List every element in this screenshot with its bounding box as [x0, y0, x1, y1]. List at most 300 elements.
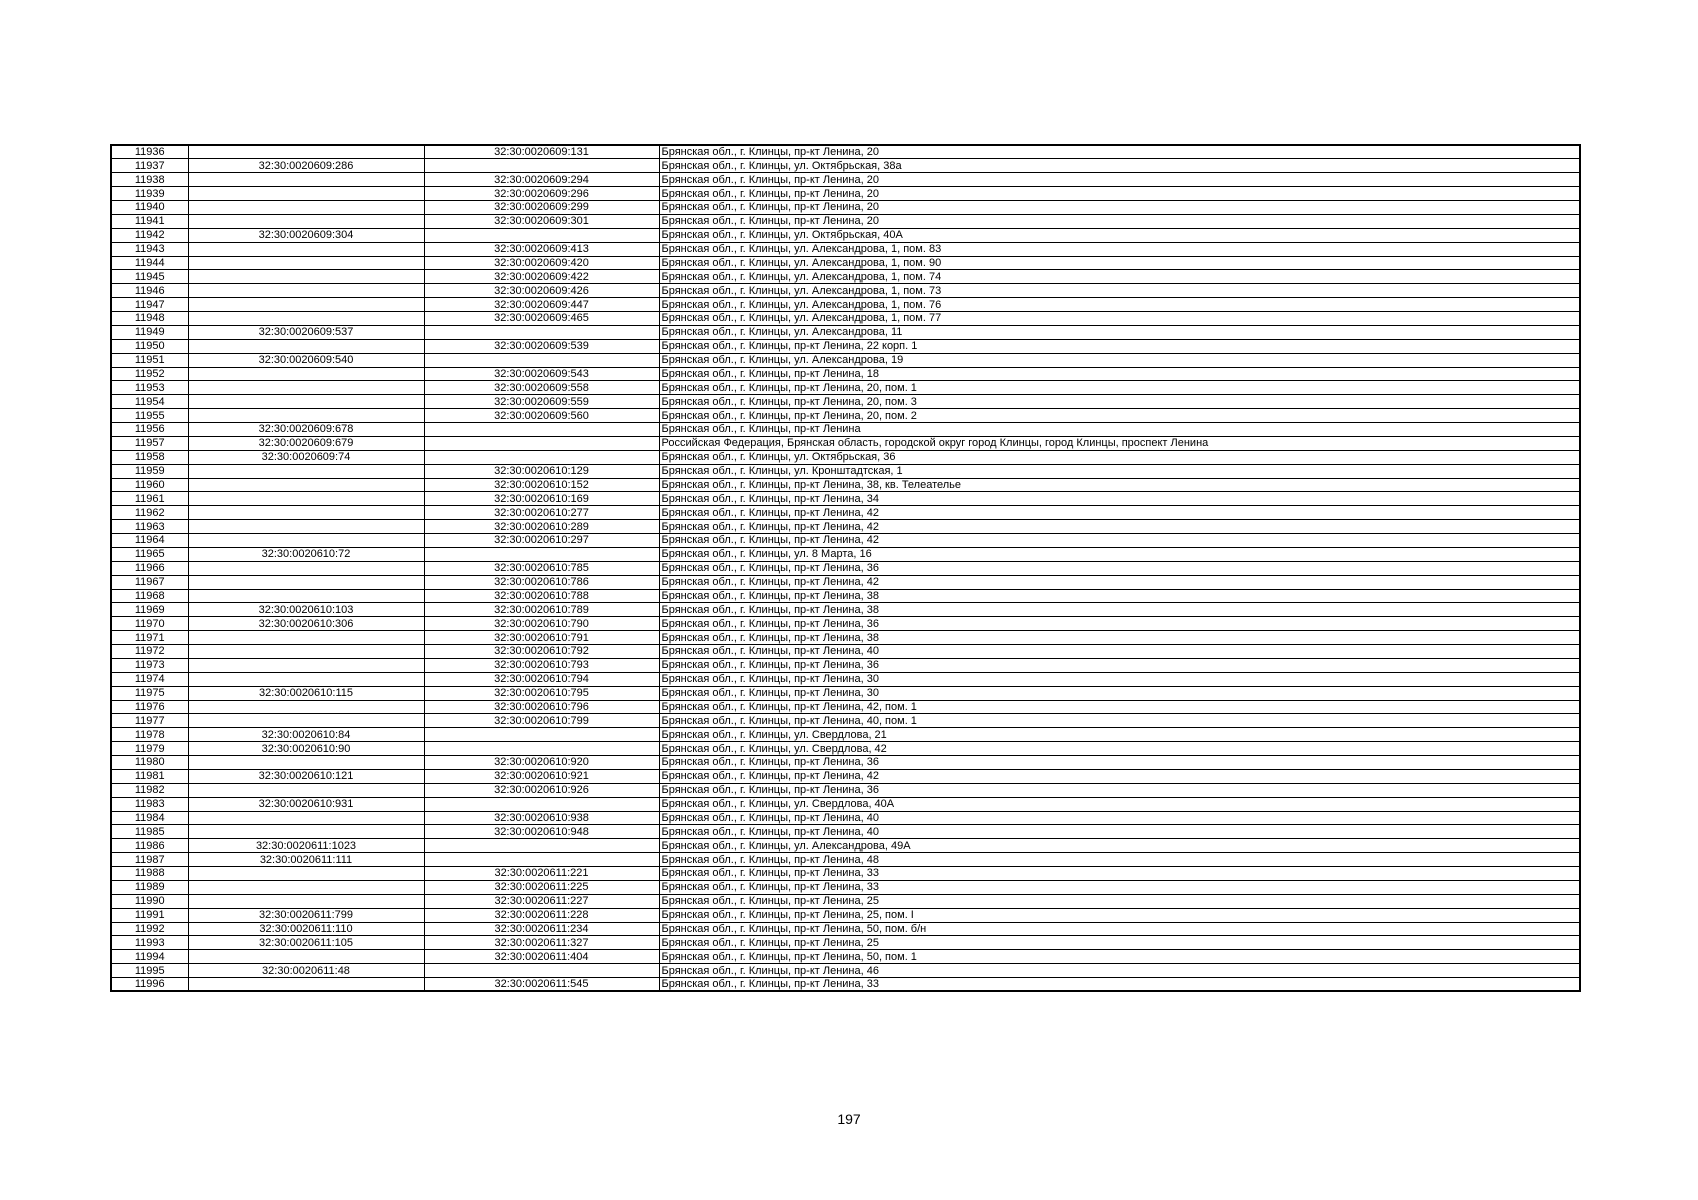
table-row	[111, 950, 1580, 964]
row-number: 11941	[111, 214, 188, 228]
table-row	[111, 242, 1580, 256]
row-number: 11950	[111, 339, 188, 353]
cadastral-number-1	[188, 201, 424, 215]
row-number: 11974	[111, 672, 188, 686]
cadastral-number-1	[188, 561, 424, 575]
address: Российская Федерация, Брянская область, городской округ город Клинцы, город Клинцы, проспект Ленина	[659, 436, 1580, 450]
cadastral-number-2	[424, 964, 659, 978]
row-number: 11956	[111, 423, 188, 437]
table-row	[111, 284, 1580, 298]
cadastral-number-1	[188, 381, 424, 395]
table-row	[111, 756, 1580, 770]
cadastral-number-1	[188, 242, 424, 256]
address: Брянская обл., г. Клинцы, пр-кт Ленина, 40	[659, 645, 1580, 659]
address: Брянская обл., г. Клинцы, ул. Александрова, 1, пом. 74	[659, 270, 1580, 284]
address: Брянская обл., г. Клинцы, пр-кт Ленина, 36	[659, 783, 1580, 797]
row-number: 11972	[111, 645, 188, 659]
row-number: 11939	[111, 187, 188, 201]
cadastral-number-1: 32:30:0020609:540	[188, 353, 424, 367]
table-row	[111, 728, 1580, 742]
table-row	[111, 395, 1580, 409]
table-row	[111, 631, 1580, 645]
address: Брянская обл., г. Клинцы, ул. Александрова, 1, пом. 73	[659, 284, 1580, 298]
cadastral-number-2	[424, 325, 659, 339]
address: Брянская обл., г. Клинцы, пр-кт Ленина, 46	[659, 964, 1580, 978]
table-row	[111, 436, 1580, 450]
cadastral-number-2: 32:30:0020611:227	[424, 894, 659, 908]
cadastral-number-2	[424, 742, 659, 756]
table-row	[111, 464, 1580, 478]
cadastral-number-2	[424, 797, 659, 811]
cadastral-number-2: 32:30:0020610:926	[424, 783, 659, 797]
row-number: 11970	[111, 617, 188, 631]
cadastral-number-1	[188, 492, 424, 506]
cadastral-number-1	[188, 714, 424, 728]
address: Брянская обл., г. Клинцы, пр-кт Ленина, 42	[659, 520, 1580, 534]
address: Брянская обл., г. Клинцы, пр-кт Ленина, 20, пом. 2	[659, 409, 1580, 423]
cadastral-number-2: 32:30:0020609:539	[424, 339, 659, 353]
row-number: 11954	[111, 395, 188, 409]
cadastral-number-1	[188, 298, 424, 312]
table-row	[111, 159, 1580, 173]
address: Брянская обл., г. Клинцы, ул. 8 Марта, 16	[659, 547, 1580, 561]
cadastral-number-2: 32:30:0020609:301	[424, 214, 659, 228]
address: Брянская обл., г. Клинцы, пр-кт Ленина, 34	[659, 492, 1580, 506]
row-number: 11976	[111, 700, 188, 714]
cadastral-number-1	[188, 700, 424, 714]
table-row	[111, 686, 1580, 700]
address: Брянская обл., г. Клинцы, пр-кт Ленина, 50, пом. 1	[659, 950, 1580, 964]
cadastral-number-2: 32:30:0020610:790	[424, 617, 659, 631]
table-row	[111, 145, 1580, 159]
cadastral-number-1	[188, 658, 424, 672]
address: Брянская обл., г. Клинцы, пр-кт Ленина, 20	[659, 145, 1580, 159]
row-number: 11971	[111, 631, 188, 645]
cadastral-number-2: 32:30:0020610:789	[424, 603, 659, 617]
cadastral-number-2: 32:30:0020609:294	[424, 173, 659, 187]
address: Брянская обл., г. Клинцы, пр-кт Ленина, 42	[659, 506, 1580, 520]
table-row	[111, 298, 1580, 312]
cadastral-number-1: 32:30:0020609:74	[188, 450, 424, 464]
cadastral-number-1	[188, 256, 424, 270]
row-number: 11994	[111, 950, 188, 964]
address: Брянская обл., г. Клинцы, пр-кт Ленина, 38	[659, 589, 1580, 603]
cadastral-number-2: 32:30:0020610:129	[424, 464, 659, 478]
table-row	[111, 936, 1580, 950]
address: Брянская обл., г. Клинцы, пр-кт Ленина, 36	[659, 658, 1580, 672]
cadastral-number-1	[188, 825, 424, 839]
cadastral-number-1	[188, 672, 424, 686]
cadastral-number-2: 32:30:0020609:465	[424, 312, 659, 326]
address: Брянская обл., г. Клинцы, пр-кт Ленина, 36	[659, 756, 1580, 770]
address: Брянская обл., г. Клинцы, пр-кт Ленина, 25	[659, 894, 1580, 908]
cadastral-number-2: 32:30:0020610:948	[424, 825, 659, 839]
table-row	[111, 547, 1580, 561]
row-number: 11992	[111, 922, 188, 936]
table-row	[111, 742, 1580, 756]
table-row	[111, 173, 1580, 187]
cadastral-number-2: 32:30:0020611:228	[424, 908, 659, 922]
row-number: 11981	[111, 769, 188, 783]
cadastral-number-2: 32:30:0020610:799	[424, 714, 659, 728]
row-number: 11936	[111, 145, 188, 159]
cadastral-number-1	[188, 534, 424, 548]
row-number: 11937	[111, 159, 188, 173]
cadastral-number-1	[188, 312, 424, 326]
table-row	[111, 201, 1580, 215]
address: Брянская обл., г. Клинцы, пр-кт Ленина, 20, пом. 1	[659, 381, 1580, 395]
table-row	[111, 658, 1580, 672]
table-row	[111, 894, 1580, 908]
row-number: 11995	[111, 964, 188, 978]
cadastral-number-1: 32:30:0020610:103	[188, 603, 424, 617]
cadastral-number-2: 32:30:0020610:788	[424, 589, 659, 603]
cadastral-number-1	[188, 173, 424, 187]
cadastral-number-1: 32:30:0020611:105	[188, 936, 424, 950]
row-number: 11961	[111, 492, 188, 506]
row-number: 11988	[111, 867, 188, 881]
row-number: 11966	[111, 561, 188, 575]
row-number: 11967	[111, 575, 188, 589]
row-number: 11957	[111, 436, 188, 450]
address: Брянская обл., г. Клинцы, пр-кт Ленина, 33	[659, 880, 1580, 894]
table-row	[111, 825, 1580, 839]
table-row	[111, 603, 1580, 617]
row-number: 11983	[111, 797, 188, 811]
row-number: 11986	[111, 839, 188, 853]
row-number: 11955	[111, 409, 188, 423]
address: Брянская обл., г. Клинцы, ул. Октябрьская, 36	[659, 450, 1580, 464]
cadastral-number-1	[188, 811, 424, 825]
cadastral-number-2: 32:30:0020611:327	[424, 936, 659, 950]
cadastral-number-1: 32:30:0020610:90	[188, 742, 424, 756]
row-number: 11979	[111, 742, 188, 756]
cadastral-number-2	[424, 839, 659, 853]
cadastral-number-2: 32:30:0020609:413	[424, 242, 659, 256]
row-number: 11990	[111, 894, 188, 908]
table-row	[111, 908, 1580, 922]
table-row	[111, 506, 1580, 520]
row-number: 11944	[111, 256, 188, 270]
table-row	[111, 964, 1580, 978]
row-number: 11951	[111, 353, 188, 367]
address: Брянская обл., г. Клинцы, пр-кт Ленина, 40	[659, 825, 1580, 839]
document-table	[110, 144, 1581, 992]
cadastral-number-2: 32:30:0020610:169	[424, 492, 659, 506]
address: Брянская обл., г. Клинцы, пр-кт Ленина, 33	[659, 867, 1580, 881]
cadastral-number-1	[188, 978, 424, 992]
address: Брянская обл., г. Клинцы, пр-кт Ленина, 20	[659, 201, 1580, 215]
table-row	[111, 672, 1580, 686]
row-number: 11978	[111, 728, 188, 742]
cadastral-number-1: 32:30:0020609:286	[188, 159, 424, 173]
cadastral-number-2	[424, 159, 659, 173]
cadastral-number-1: 32:30:0020610:115	[188, 686, 424, 700]
row-number: 11980	[111, 756, 188, 770]
table-row	[111, 575, 1580, 589]
table-row	[111, 978, 1580, 992]
cadastral-number-2	[424, 728, 659, 742]
cadastral-number-2: 32:30:0020610:289	[424, 520, 659, 534]
row-number: 11942	[111, 228, 188, 242]
table-row	[111, 534, 1580, 548]
row-number: 11968	[111, 589, 188, 603]
address: Брянская обл., г. Клинцы, ул. Свердлова, 42	[659, 742, 1580, 756]
address: Брянская обл., г. Клинцы, пр-кт Ленина, 40	[659, 811, 1580, 825]
address: Брянская обл., г. Клинцы, пр-кт Ленина, 30	[659, 686, 1580, 700]
row-number: 11996	[111, 978, 188, 992]
cadastral-number-2: 32:30:0020609:426	[424, 284, 659, 298]
table-row	[111, 256, 1580, 270]
address: Брянская обл., г. Клинцы, пр-кт Ленина, 48	[659, 853, 1580, 867]
cadastral-number-1	[188, 145, 424, 159]
address: Брянская обл., г. Клинцы, пр-кт Ленина, 42	[659, 769, 1580, 783]
table-row	[111, 478, 1580, 492]
cadastral-number-1	[188, 631, 424, 645]
cadastral-number-2: 32:30:0020610:794	[424, 672, 659, 686]
cadastral-number-2	[424, 450, 659, 464]
row-number: 11964	[111, 534, 188, 548]
address: Брянская обл., г. Клинцы, ул. Александрова, 49А	[659, 839, 1580, 853]
table-row	[111, 714, 1580, 728]
table-row	[111, 811, 1580, 825]
cadastral-number-2: 32:30:0020610:152	[424, 478, 659, 492]
cadastral-number-1	[188, 395, 424, 409]
row-number: 11962	[111, 506, 188, 520]
cadastral-number-1	[188, 880, 424, 894]
table-row	[111, 339, 1580, 353]
cadastral-number-2	[424, 423, 659, 437]
row-number: 11984	[111, 811, 188, 825]
address: Брянская обл., г. Клинцы, ул. Кронштадтская, 1	[659, 464, 1580, 478]
cadastral-number-1	[188, 575, 424, 589]
table-row	[111, 769, 1580, 783]
row-number: 11959	[111, 464, 188, 478]
address: Брянская обл., г. Клинцы, пр-кт Ленина, 38, кв. Телеателье	[659, 478, 1580, 492]
table-row	[111, 880, 1580, 894]
address: Брянская обл., г. Клинцы, пр-кт Ленина, 25, пом. I	[659, 908, 1580, 922]
table-row	[111, 797, 1580, 811]
table-row	[111, 367, 1580, 381]
cadastral-number-2: 32:30:0020611:234	[424, 922, 659, 936]
table-row	[111, 700, 1580, 714]
cadastral-number-2: 32:30:0020609:560	[424, 409, 659, 423]
row-number: 11982	[111, 783, 188, 797]
row-number: 11938	[111, 173, 188, 187]
cadastral-number-2: 32:30:0020610:791	[424, 631, 659, 645]
cadastral-number-1	[188, 950, 424, 964]
cadastral-number-2	[424, 853, 659, 867]
cadastral-number-1: 32:30:0020610:72	[188, 547, 424, 561]
cadastral-number-1	[188, 187, 424, 201]
table-row	[111, 312, 1580, 326]
cadastral-number-2: 32:30:0020609:558	[424, 381, 659, 395]
cadastral-number-1: 32:30:0020611:1023	[188, 839, 424, 853]
page-number: 197	[837, 1111, 861, 1127]
cadastral-number-1: 32:30:0020610:931	[188, 797, 424, 811]
cadastral-number-2: 32:30:0020610:793	[424, 658, 659, 672]
cadastral-number-2: 32:30:0020610:786	[424, 575, 659, 589]
cadastral-number-2: 32:30:0020611:225	[424, 880, 659, 894]
row-number: 11993	[111, 936, 188, 950]
address: Брянская обл., г. Клинцы, ул. Александрова, 19	[659, 353, 1580, 367]
cadastral-number-2: 32:30:0020611:221	[424, 867, 659, 881]
row-number: 11989	[111, 880, 188, 894]
cadastral-number-1	[188, 894, 424, 908]
cadastral-number-2: 32:30:0020610:796	[424, 700, 659, 714]
table-row	[111, 270, 1580, 284]
cadastral-number-2: 32:30:0020609:420	[424, 256, 659, 270]
row-number: 11985	[111, 825, 188, 839]
row-number: 11975	[111, 686, 188, 700]
row-number: 11963	[111, 520, 188, 534]
row-number: 11952	[111, 367, 188, 381]
cadastral-number-1: 32:30:0020611:48	[188, 964, 424, 978]
cadastral-number-1	[188, 756, 424, 770]
table-row	[111, 520, 1580, 534]
address: Брянская обл., г. Клинцы, пр-кт Ленина, 42	[659, 534, 1580, 548]
table-row	[111, 214, 1580, 228]
row-number: 11987	[111, 853, 188, 867]
address: Брянская обл., г. Клинцы, ул. Свердлова, 21	[659, 728, 1580, 742]
cadastral-number-2	[424, 353, 659, 367]
table-row	[111, 922, 1580, 936]
address: Брянская обл., г. Клинцы, ул. Октябрьская, 38а	[659, 159, 1580, 173]
cadastral-number-2: 32:30:0020610:920	[424, 756, 659, 770]
cadastral-number-1: 32:30:0020611:111	[188, 853, 424, 867]
cadastral-number-2: 32:30:0020609:299	[424, 201, 659, 215]
cadastral-number-1	[188, 589, 424, 603]
cadastral-number-1: 32:30:0020610:306	[188, 617, 424, 631]
table-row	[111, 867, 1580, 881]
row-number: 11960	[111, 478, 188, 492]
table-row	[111, 381, 1580, 395]
table-row	[111, 353, 1580, 367]
cadastral-number-2: 32:30:0020609:422	[424, 270, 659, 284]
row-number: 11946	[111, 284, 188, 298]
address: Брянская обл., г. Клинцы, пр-кт Ленина, 40, пом. 1	[659, 714, 1580, 728]
address: Брянская обл., г. Клинцы, пр-кт Ленина, 20	[659, 214, 1580, 228]
cadastral-number-1	[188, 284, 424, 298]
address: Брянская обл., г. Клинцы, ул. Александрова, 1, пом. 76	[659, 298, 1580, 312]
address: Брянская обл., г. Клинцы, ул. Александрова, 1, пом. 83	[659, 242, 1580, 256]
table-body	[111, 145, 1580, 991]
cadastral-number-1: 32:30:0020609:537	[188, 325, 424, 339]
row-number: 11945	[111, 270, 188, 284]
address: Брянская обл., г. Клинцы, ул. Александрова, 1, пом. 77	[659, 312, 1580, 326]
row-number: 11940	[111, 201, 188, 215]
cadastral-number-2: 32:30:0020610:277	[424, 506, 659, 520]
table-row	[111, 409, 1580, 423]
cadastral-number-1: 32:30:0020611:110	[188, 922, 424, 936]
table-row	[111, 228, 1580, 242]
row-number: 11949	[111, 325, 188, 339]
cadastral-number-2: 32:30:0020610:297	[424, 534, 659, 548]
address: Брянская обл., г. Клинцы, пр-кт Ленина, 30	[659, 672, 1580, 686]
address: Брянская обл., г. Клинцы, пр-кт Ленина, 20	[659, 187, 1580, 201]
table-row	[111, 492, 1580, 506]
row-number: 11965	[111, 547, 188, 561]
row-number: 11977	[111, 714, 188, 728]
cadastral-number-1	[188, 367, 424, 381]
table-row	[111, 450, 1580, 464]
address: Брянская обл., г. Клинцы, пр-кт Ленина, 20	[659, 173, 1580, 187]
address: Брянская обл., г. Клинцы, пр-кт Ленина, 50, пом. б/н	[659, 922, 1580, 936]
address: Брянская обл., г. Клинцы, пр-кт Ленина, 38	[659, 631, 1580, 645]
address: Брянская обл., г. Клинцы, ул. Октябрьская, 40А	[659, 228, 1580, 242]
cadastral-number-2: 32:30:0020610:785	[424, 561, 659, 575]
row-number: 11943	[111, 242, 188, 256]
address: Брянская обл., г. Клинцы, пр-кт Ленина, 42	[659, 575, 1580, 589]
cadastral-number-1: 32:30:0020611:799	[188, 908, 424, 922]
cadastral-number-2: 32:30:0020610:792	[424, 645, 659, 659]
row-number: 11953	[111, 381, 188, 395]
address: Брянская обл., г. Клинцы, ул. Александрова, 11	[659, 325, 1580, 339]
cadastral-number-2: 32:30:0020610:795	[424, 686, 659, 700]
address: Брянская обл., г. Клинцы, пр-кт Ленина, 36	[659, 561, 1580, 575]
address: Брянская обл., г. Клинцы, пр-кт Ленина, 20, пом. 3	[659, 395, 1580, 409]
address: Брянская обл., г. Клинцы, пр-кт Ленина, 18	[659, 367, 1580, 381]
table-row	[111, 853, 1580, 867]
row-number: 11947	[111, 298, 188, 312]
row-number: 11958	[111, 450, 188, 464]
cadastral-number-1	[188, 214, 424, 228]
cadastral-number-1	[188, 506, 424, 520]
address: Брянская обл., г. Клинцы, пр-кт Ленина, 33	[659, 978, 1580, 992]
row-number: 11969	[111, 603, 188, 617]
cadastral-number-2: 32:30:0020611:404	[424, 950, 659, 964]
row-number: 11991	[111, 908, 188, 922]
cadastral-number-2: 32:30:0020609:543	[424, 367, 659, 381]
address: Брянская обл., г. Клинцы, пр-кт Ленина	[659, 423, 1580, 437]
cadastral-number-1	[188, 464, 424, 478]
cadastral-number-2: 32:30:0020609:559	[424, 395, 659, 409]
cadastral-number-1	[188, 478, 424, 492]
table-row	[111, 783, 1580, 797]
cadastral-number-1	[188, 520, 424, 534]
address: Брянская обл., г. Клинцы, ул. Свердлова, 40А	[659, 797, 1580, 811]
cadastral-number-2: 32:30:0020611:545	[424, 978, 659, 992]
cadastral-number-1: 32:30:0020609:679	[188, 436, 424, 450]
cadastral-number-2	[424, 228, 659, 242]
table-row	[111, 325, 1580, 339]
cadastral-number-2: 32:30:0020609:131	[424, 145, 659, 159]
cadastral-number-2	[424, 436, 659, 450]
cadastral-number-1	[188, 645, 424, 659]
cadastral-number-2: 32:30:0020609:296	[424, 187, 659, 201]
address: Брянская обл., г. Клинцы, пр-кт Ленина, 42, пом. 1	[659, 700, 1580, 714]
cadastral-number-2: 32:30:0020609:447	[424, 298, 659, 312]
cadastral-number-1: 32:30:0020609:678	[188, 423, 424, 437]
table-row	[111, 617, 1580, 631]
cadastral-number-1	[188, 867, 424, 881]
address: Брянская обл., г. Клинцы, ул. Александрова, 1, пом. 90	[659, 256, 1580, 270]
address: Брянская обл., г. Клинцы, пр-кт Ленина, 38	[659, 603, 1580, 617]
table-row	[111, 561, 1580, 575]
cadastral-number-1: 32:30:0020610:121	[188, 769, 424, 783]
cadastral-number-1	[188, 270, 424, 284]
address: Брянская обл., г. Клинцы, пр-кт Ленина, 36	[659, 617, 1580, 631]
address: Брянская обл., г. Клинцы, пр-кт Ленина, 25	[659, 936, 1580, 950]
table-row	[111, 187, 1580, 201]
row-number: 11948	[111, 312, 188, 326]
table-row	[111, 839, 1580, 853]
cadastral-number-1: 32:30:0020610:84	[188, 728, 424, 742]
cadastral-number-1: 32:30:0020609:304	[188, 228, 424, 242]
table-row	[111, 589, 1580, 603]
cadastral-number-1	[188, 339, 424, 353]
cadastral-number-2: 32:30:0020610:921	[424, 769, 659, 783]
